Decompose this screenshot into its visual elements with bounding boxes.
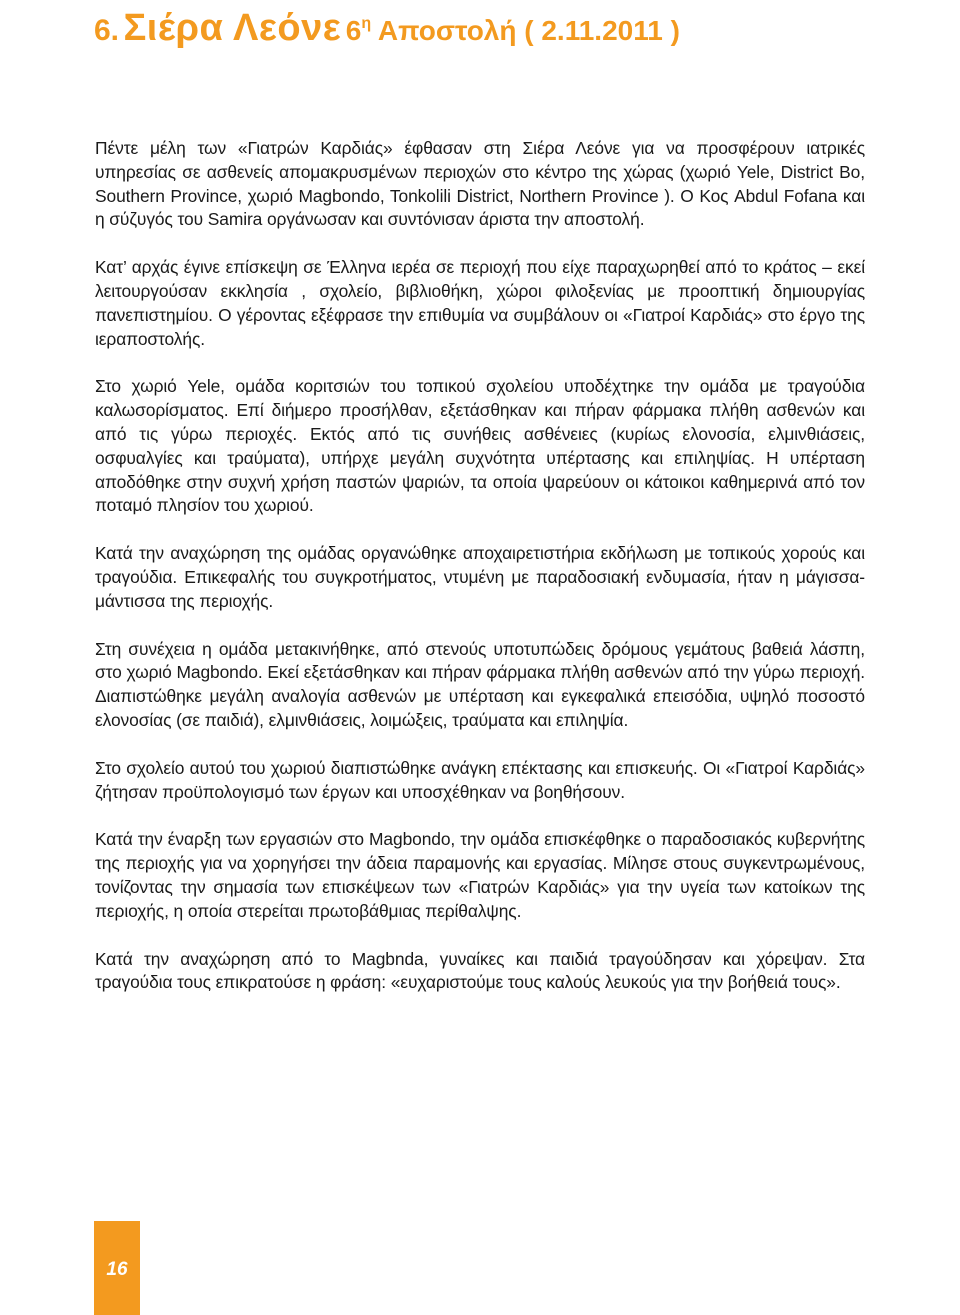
paragraph: Στο χωριό Yele, ομάδα κοριτσιών του τοπικού σχολείου υποδέχτηκε την ομάδα με τραγούδια καλωσορίσματος. Επί διήμερο προσήλθαν, εξετάσθηκαν και πήραν φάρμακα πλήθη ασθενών και από τις γύρω περιοχές. Εκτός από τις συνήθεις ασθένειες (κυρίως ελονοσία, ελμινθιάσεις, οσφυαλγίες και τραύματα), υπήρχε μεγάλη συχνότητα υπέρτασης και επιληψίας. Η υπέρταση αποδόθηκε στην συχνή χρήση παστών ψαριών, τα οποία ψαρεύουν οι κάτοικοι καθημερινά από τον ποταμό πλησίον του χωριού. [95, 376, 865, 516]
paragraph: Κατ’ αρχάς έγινε επίσκεψη σε Έλληνα ιερέα σε περιοχή που είχε παραχωρηθεί από το κράτος – εκεί λειτουργούσαν εκκλησία , σχολείο, βιβλιοθήκη, χώροι φιλοξενίας με προοπτική δημιουργίας πανεπιστημίου. Ο γέροντας εξέφρασε την επιθυμία να συμβάλουν οι «Γιατροί Καρδιάς» στο έργο της ιεραποστολής. [95, 257, 865, 349]
mission-number: 6 [345, 15, 362, 46]
mission-text: Αποστολή ( 2.11.2011 ) [377, 15, 680, 46]
paragraph: Κατά την έναρξη των εργασιών στο Magbondo, την ομάδα επισκέφθηκε ο παραδοσιακός κυβερνήτης της περιοχής για να χορηγήσει την άδεια παραμονής και εργασίας. Μίλησε στους συγκεντρωμένους, τονίζοντας την σημασία των επισκέψεων των «Γιατρών Καρδιάς» για την υγεία των κατοίκων της περιοχής, η οποία στερείται πρωτοβάθμιας περίθαλψης. [95, 829, 865, 921]
paragraph: Στο σχολείο αυτού του χωριού διαπιστώθηκε ανάγκη επέκτασης και επισκευής. Οι «Γιατροί Καρδιάς» ζήτησαν προϋπολογισμό των έργων και υποσχέθηκαν να βοηθήσουν. [95, 757, 865, 802]
article-body [95, 137, 865, 1019]
page-number: 16 [106, 1259, 128, 1280]
country-name: Σιέρα Λεόνε [123, 7, 342, 49]
page-number-tab [94, 1221, 140, 1315]
paragraph: Στη συνέχεια η ομάδα μετακινήθηκε, από στενούς υποτυπώδεις δρόμους γεμάτους βαθειά λάσπη, στο χωριό Magbondo. Εκεί εξετάσθηκαν και πήραν φάρμακα πλήθη ασθενών από την γύρω περιοχή. Διαπιστώθηκε μεγάλη αναλογία ασθενών με υπέρταση και εγκεφαλικά επεισόδια, υψηλό ποσοστό ελονοσίας (σε παιδιά), ελμινθιάσεις, λοιμώξεις, τραύματα και επιληψία. [95, 638, 865, 730]
paragraph: Πέντε μέλη των «Γιατρών Καρδιάς» έφθασαν στη Σιέρα Λεόνε για να προσφέρουν ιατρικές υπηρεσίας σε ασθενείς απομακρυσμένων περιοχών στο κέντρο της χώρας (χωριό Yele, District Bo, Southern Province, χωριό Magbondo, Tonkolili District, Northern Province ). Ο Κος Abdul Fofana και η σύζυγός του Samira οργάνωσαν και συντόνισαν άριστα την αποστολή. [95, 138, 865, 230]
mission-superscript: η [361, 15, 372, 32]
paragraph: Κατά την αναχώρηση της ομάδας οργανώθηκε αποχαιρετιστήρια εκδήλωση με τοπικούς χορούς και τραγούδια. Επικεφαλής του συγκροτήματος, ντυμένη με παραδοσιακή ενδυμασία, ήταν η μάγισσα-μάντισσα της περιοχής. [95, 543, 865, 611]
page-title [94, 0, 680, 60]
paragraph: Κατά την αναχώρηση από το Magbnda, γυναίκες και παιδιά τραγούδησαν και χόρεψαν. Στα τραγούδια τους επικρατούσε η φράση: «ευχαριστούμε τους καλούς λευκούς για την βοήθειά τους». [95, 948, 865, 993]
section-number: 6. [94, 14, 120, 47]
mission-label [346, 15, 680, 46]
